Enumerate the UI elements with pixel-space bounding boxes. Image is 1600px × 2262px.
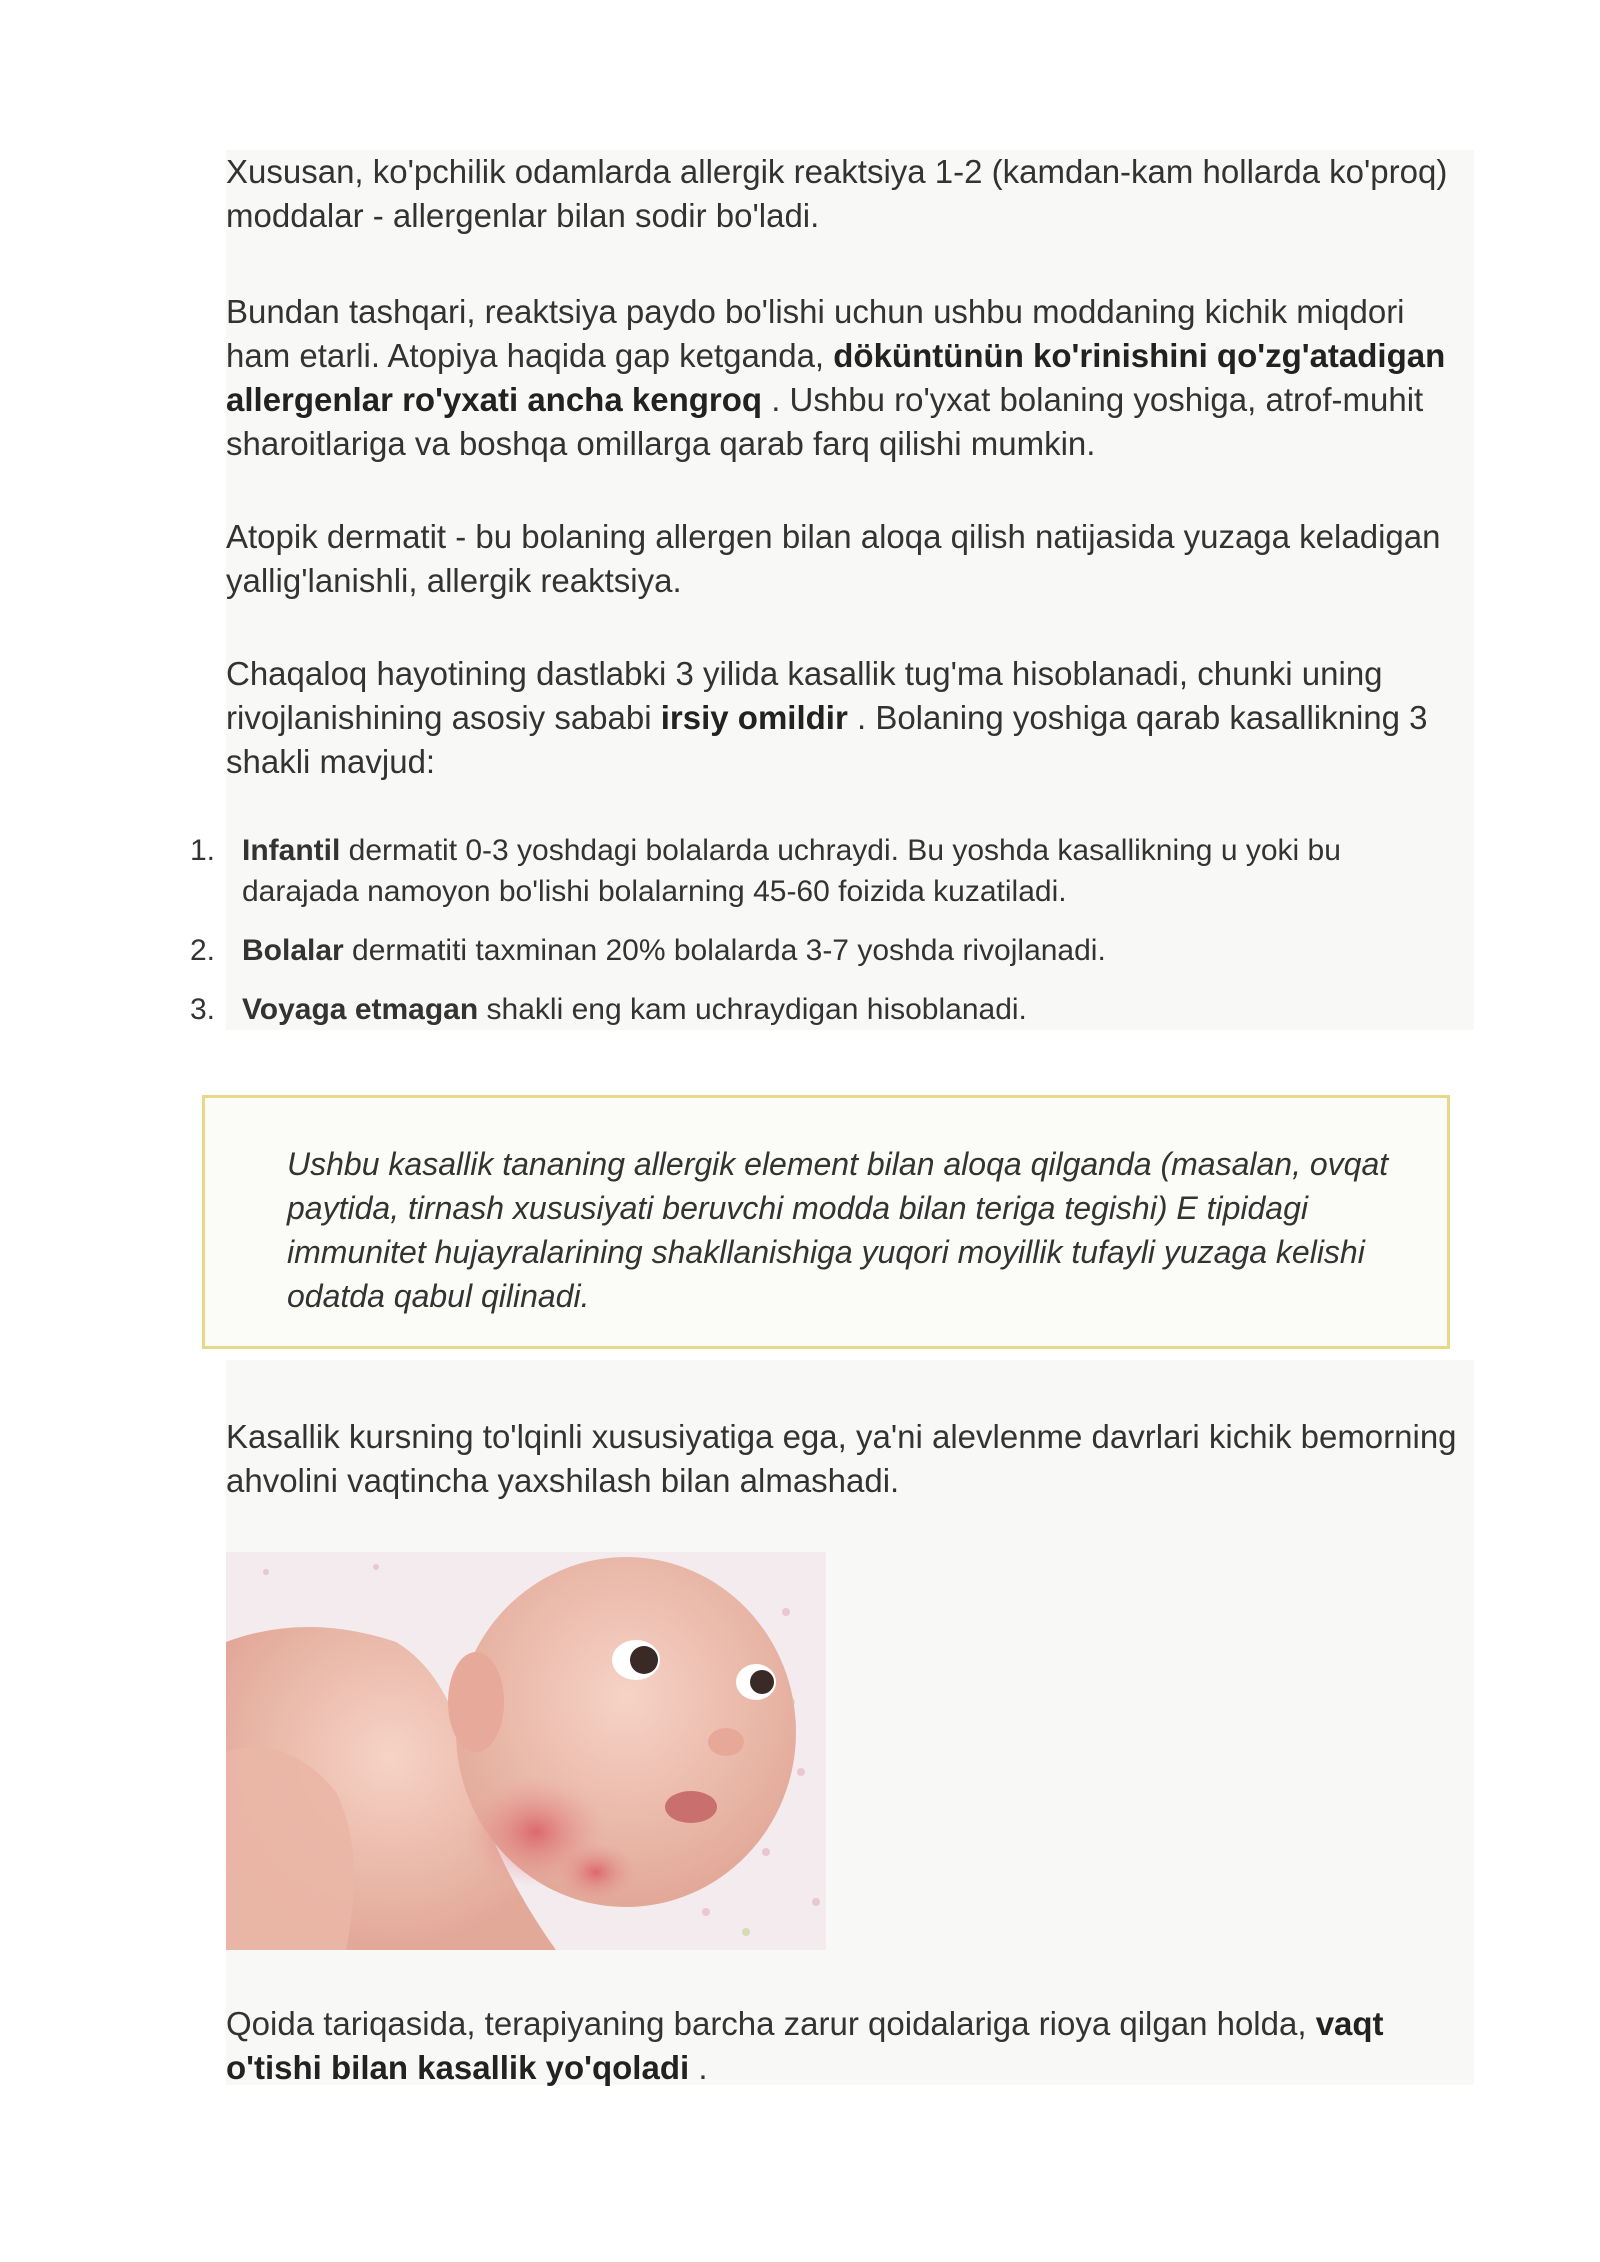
list-item [190, 830, 1430, 912]
quote-text: Ushbu kasallik tananing allergik element bilan aloqa qilganda (masalan, ovqat paytida, tirnash xususiyati beruvchi modda bilan teriga tegishi) E tipidagi immunitet hujayralarining shakllanishiga yuqori moyillik tufayli yuzaga kelishi odatda qabul qilinadi. [287, 1146, 1389, 1314]
paragraph-text: Bundan tashqari, reaktsiya paydo bo'lishi uchun ushbu moddaning kichik miqdori ham etarli. Atopiya haqida gap ketganda, [226, 293, 1405, 374]
paragraph-text: . Ushbu ro'yxat bolaning yoshiga, atrof-muhit sharoitlariga va boshqa omillarga qarab farq qilishi mumkin. [226, 381, 1424, 462]
paragraph-course: Kasallik kursning to'lqinli xususiyatiga ega, ya'ni alevlenme davrlari kichik bemorning ahvolini vaqtincha yaxshilash bilan almashadi. [226, 1418, 1457, 1499]
list-item [190, 930, 1430, 971]
paragraph-text: . Bolaning yoshiga qarab kasallikning 3 shakli mavjud: [226, 699, 1428, 780]
list-item-bold: Infantil [242, 834, 341, 867]
paragraph-text: Qoida tariqasida, terapiyaning barcha zarur qoidalariga rioya qilgan holda, [226, 2005, 1316, 2042]
paragraph-text: Chaqaloq hayotining dastlabki 3 yilida kasallik tug'ma hisoblanadi, chunki uning rivojlanishining asosiy sababi [226, 655, 1383, 736]
list-number: 3. [190, 993, 216, 1026]
disease-forms-list [190, 830, 1430, 1048]
list-item [190, 989, 1430, 1030]
list-item-text: dermatit 0-3 yoshdagi bolalarda uchraydi. Bu yoshda kasallikning u yoki bu darajada namoyon bo'lishi bolalarning 45-60 foizida kuzatiladi. [242, 834, 1341, 908]
paragraph-text: . [689, 2049, 708, 2086]
quote-box [202, 1095, 1450, 1349]
paragraph-conclusion [226, 2002, 1466, 2090]
list-number: 1. [190, 834, 216, 867]
list-item-bold: Bolalar [242, 934, 344, 967]
paragraph-bold-text: döküntünün ko'rinishini qo'zg'atadigan allergenlar ro'yxati ancha kengroq [226, 337, 1446, 418]
paragraph-allergens: Xususan, ko'pchilik odamlarda allergik reaktsiya 1-2 (kamdan-kam hollarda ko'proq) moddalar - allergenlar bilan sodir bo'ladi. [226, 153, 1448, 234]
paragraph-forms-intro [226, 652, 1466, 784]
list-item-text: dermatiti taxminan 20% bolalarda 3-7 yoshda rivojlanadi. [343, 934, 1106, 967]
paragraph-atopy [226, 290, 1466, 466]
baby-photo-illustration [226, 1552, 826, 1950]
paragraph-bold-text: vaqt o'tishi bilan kasallik yo'qoladi [226, 2005, 1384, 2086]
list-number: 2. [190, 934, 216, 967]
baby-photo [226, 1552, 826, 1950]
paragraph-definition: Atopik dermatit - bu bolaning allergen bilan aloqa qilish natijasida yuzaga keladigan yallig'lanishli, allergik reaktsiya. [226, 518, 1441, 599]
paragraph-bold-text: irsiy omildir [660, 699, 848, 736]
list-item-text: shakli eng kam uchraydigan hisoblanadi. [478, 993, 1027, 1026]
list-item-bold: Voyaga etmagan [242, 993, 479, 1026]
